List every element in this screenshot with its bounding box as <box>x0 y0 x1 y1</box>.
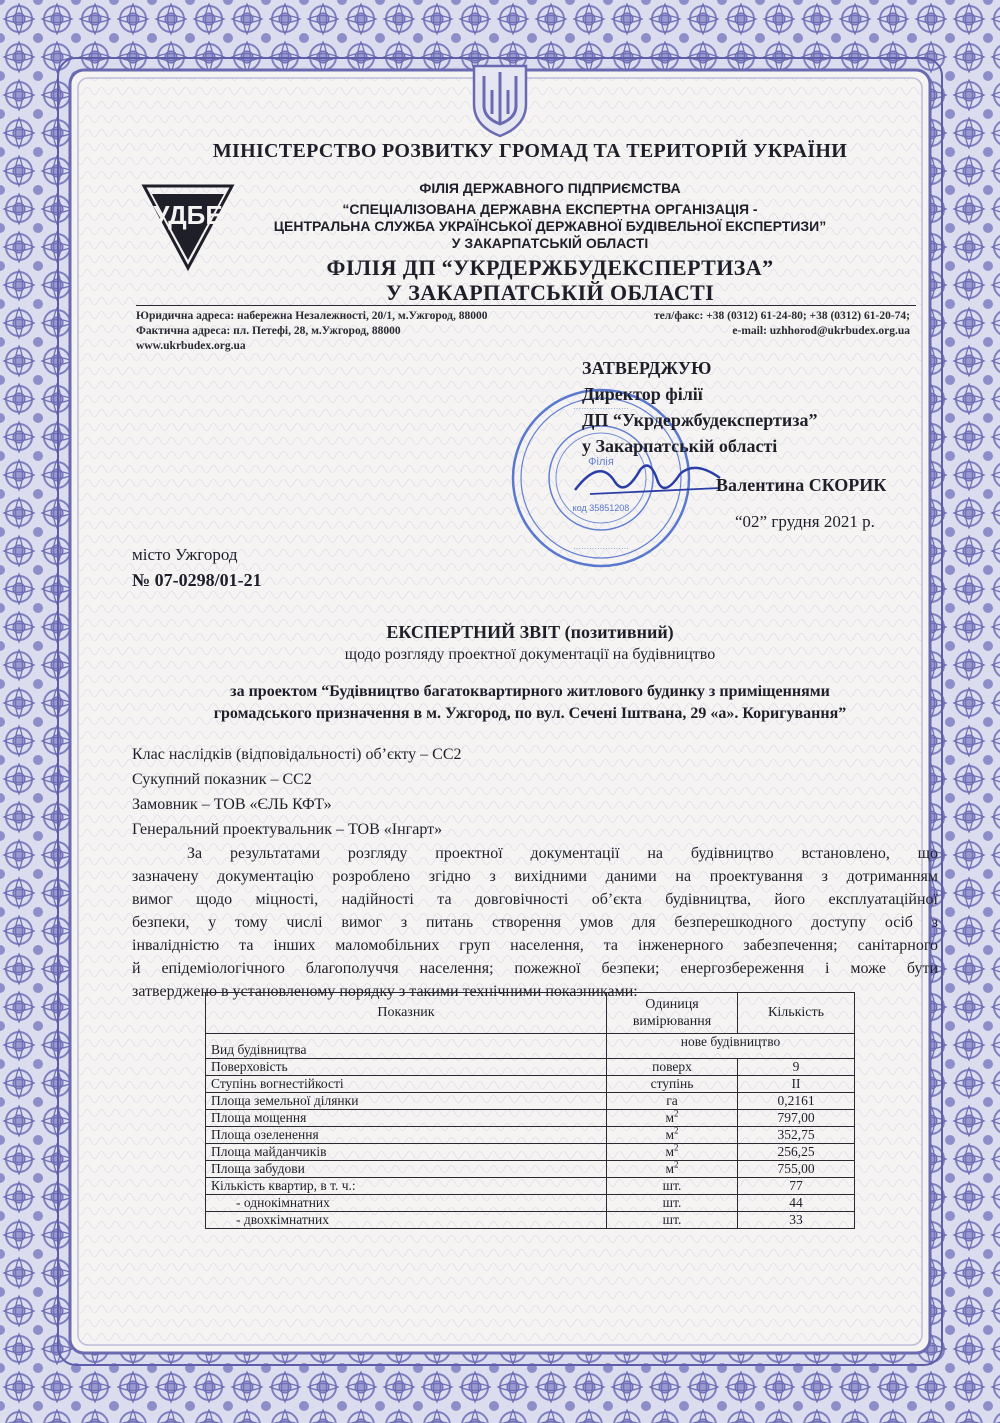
indicator-qty: II <box>738 1076 855 1093</box>
branch-line-1: ФІЛІЯ ДЕРЖАВНОГО ПІДПРИЄМСТВА <box>419 180 681 196</box>
technical-indicators-table <box>205 992 855 1229</box>
doc-number: № 07-0298/01-21 <box>132 570 262 590</box>
indicator-unit <box>607 1076 738 1093</box>
signatory-name: Валентина СКОРИК <box>716 475 887 495</box>
website: www.ukrbudex.org.ua <box>136 340 246 352</box>
branch-main-1: ФІЛІЯ ДП “УКРДЕРЖБУДЕКСПЕРТИЗА” <box>326 255 774 280</box>
customer: Замовник – ТОВ «ЄЛЬ КФТ» <box>132 796 332 813</box>
indicator-unit <box>607 1110 738 1127</box>
indicator-unit <box>607 1178 738 1195</box>
indicator-label: - однокімнатних <box>206 1195 607 1212</box>
unit-text: шт. <box>662 1178 682 1193</box>
svg-text:·····················: ····················· <box>573 404 629 413</box>
indicator-qty: 77 <box>738 1178 855 1195</box>
unit-text: поверх <box>652 1059 692 1074</box>
header-divider <box>136 305 916 306</box>
body-line: затверджено в установленому порядку з такими технічними показниками: <box>132 983 638 1000</box>
branch-line-2: “СПЕЦІАЛІЗОВАНА ДЕРЖАВНА ЕКСПЕРТНА ОРГАНІЗАЦІЯ - <box>342 201 758 217</box>
report-title: ЕКСПЕРТНИЙ ЗВІТ (позитивний) <box>386 622 674 642</box>
construction-type-value: нове будівництво <box>607 1034 855 1059</box>
header-qty: Кількість <box>738 993 855 1034</box>
table-row <box>206 1161 855 1178</box>
unit-text: шт. <box>662 1195 682 1210</box>
indicator-label: Площа майданчиків <box>206 1144 607 1161</box>
header-unit: Одиниця вимірювання <box>607 993 738 1034</box>
table-header-row <box>206 993 855 1034</box>
indicator-label: Площа озеленення <box>206 1127 607 1144</box>
indicator-label: Поверховість <box>206 1059 607 1076</box>
indicator-label: Ступінь вогнестійкості <box>206 1076 607 1093</box>
branch-main-2: У ЗАКАРПАТСЬКІЙ ОБЛАСТІ <box>385 280 715 305</box>
phone-fax: тел/факс: +38 (0312) 61-24-80; +38 (0312) 61-20-74; <box>653 310 910 322</box>
trident-emblem-icon <box>474 66 526 136</box>
unit-text: ступінь <box>650 1076 694 1091</box>
body-line: зазначену документацію розроблено згідно з вихідними даними на проектування з дотриманням <box>132 868 938 885</box>
udbe-logo-icon <box>138 178 238 273</box>
table-row <box>206 1059 855 1076</box>
indicator-qty: 9 <box>738 1059 855 1076</box>
consequence-class: Клас наслідків (відповідальності) об’єкту – СС2 <box>132 746 462 763</box>
unit-text: м <box>665 1110 675 1125</box>
approval-line-3: у Закарпатській області <box>582 436 778 456</box>
unit-text: га <box>666 1093 678 1108</box>
approval-line-2: ДП “Укрдержбудекспертиза” <box>582 410 818 430</box>
indicator-label: Площа земельної ділянки <box>206 1093 607 1110</box>
table-row <box>206 1178 855 1195</box>
unit-text: м <box>665 1127 675 1142</box>
unit-superscript: 2 <box>674 1159 679 1170</box>
unit-text: м <box>665 1161 675 1176</box>
approve-heading: ЗАТВЕРДЖУЮ <box>582 358 712 378</box>
city: місто Ужгород <box>132 545 238 564</box>
table-row <box>206 1076 855 1093</box>
svg-text:·····················: ····················· <box>573 544 629 553</box>
actual-address: Фактична адреса: пл. Петефі, 28, м.Ужгород, 88000 <box>136 325 401 337</box>
body-line: й епідеміологічного благополуччя населення; пожежної безпеки; енергозбереження і може бути <box>132 960 938 977</box>
logo-text: УДБЕ <box>153 200 223 230</box>
general-designer: Генеральний проектувальник – ТОВ «Інгарт» <box>132 821 443 838</box>
header-indicator: Показник <box>206 993 607 1034</box>
stamp-word: Філія <box>588 456 614 468</box>
table-row <box>206 1093 855 1110</box>
body-line: безпеки, у тому числі вимог з питань створення умов для безперешкодного доступу осіб з <box>132 914 938 931</box>
indicator-unit <box>607 1195 738 1212</box>
table-row <box>206 1110 855 1127</box>
project-line-2: громадського призначення в м. Ужгород, по вул. Сечені Іштвана, 29 «а». Коригування” <box>213 705 847 722</box>
unit-superscript: 2 <box>674 1142 679 1153</box>
legal-address: Юридична адреса: набережна Незалежності, 20/1, м.Ужгород, 88000 <box>136 310 488 322</box>
indicator-qty: 755,00 <box>738 1161 855 1178</box>
indicator-qty: 256,25 <box>738 1144 855 1161</box>
email: e-mail: uzhhorod@ukrbudex.org.ua <box>732 325 910 337</box>
approval-line-1: Директор філії <box>582 384 703 404</box>
construction-type-label: Вид будівництва <box>206 1034 607 1059</box>
project-line-1: за проектом “Будівництво багатоквартирного житлового будинку з приміщеннями <box>230 683 830 700</box>
indicator-qty: 44 <box>738 1195 855 1212</box>
indicator-label: Площа мощення <box>206 1110 607 1127</box>
unit-superscript: 2 <box>674 1108 679 1119</box>
indicator-unit <box>607 1161 738 1178</box>
indicator-unit <box>607 1059 738 1076</box>
body-line: вимог щодо міцності, надійності та довговічності об’єкта будівництва, його експлуатаційної <box>132 891 938 908</box>
indicator-qty: 0,2161 <box>738 1093 855 1110</box>
body-line: За результатами розгляду проектної документації на будівництво встановлено, що <box>187 845 938 862</box>
indicator-label: Площа забудови <box>206 1161 607 1178</box>
unit-text: шт. <box>662 1212 682 1227</box>
approval-date: “02” грудня 2021 р. <box>735 512 875 531</box>
table-row <box>206 1144 855 1161</box>
body-line: інвалідністю та інших маломобільних груп населення, та інженерного забезпечення; санітарного <box>132 937 938 954</box>
report-subtitle: щодо розгляду проектної документації на будівництво <box>344 646 716 663</box>
indicator-label: - двохкімнатних <box>206 1212 607 1229</box>
indicator-label: Кількість квартир, в т. ч.: <box>206 1178 607 1195</box>
unit-text: м <box>665 1144 675 1159</box>
indicator-unit <box>607 1127 738 1144</box>
table-row <box>206 1212 855 1229</box>
indicator-qty: 797,00 <box>738 1110 855 1127</box>
indicator-unit <box>607 1212 738 1229</box>
conclusion-paragraph <box>132 842 938 1003</box>
signature-icon <box>570 452 730 502</box>
table-row <box>206 1034 855 1059</box>
indicator-qty: 33 <box>738 1212 855 1229</box>
aggregate-indicator: Сукупний показник – СС2 <box>132 771 312 788</box>
table-row <box>206 1195 855 1212</box>
indicator-unit <box>607 1144 738 1161</box>
indicator-qty: 352,75 <box>738 1127 855 1144</box>
ministry-title: МІНІСТЕРСТВО РОЗВИТКУ ГРОМАД ТА ТЕРИТОРІЙ УКРАЇНИ <box>212 140 848 162</box>
branch-line-3: ЦЕНТРАЛЬНА СЛУЖБА УКРАЇНСЬКОЇ ДЕРЖАВНОЇ БУДІВЕЛЬНОЇ ЕКСПЕРТИЗИ” <box>273 218 827 234</box>
table-row <box>206 1127 855 1144</box>
branch-line-4: У ЗАКАРПАТСЬКІЙ ОБЛАСТІ <box>451 235 649 251</box>
stamp-code: код 35851208 <box>572 503 630 513</box>
indicator-unit <box>607 1093 738 1110</box>
unit-superscript: 2 <box>674 1125 679 1136</box>
